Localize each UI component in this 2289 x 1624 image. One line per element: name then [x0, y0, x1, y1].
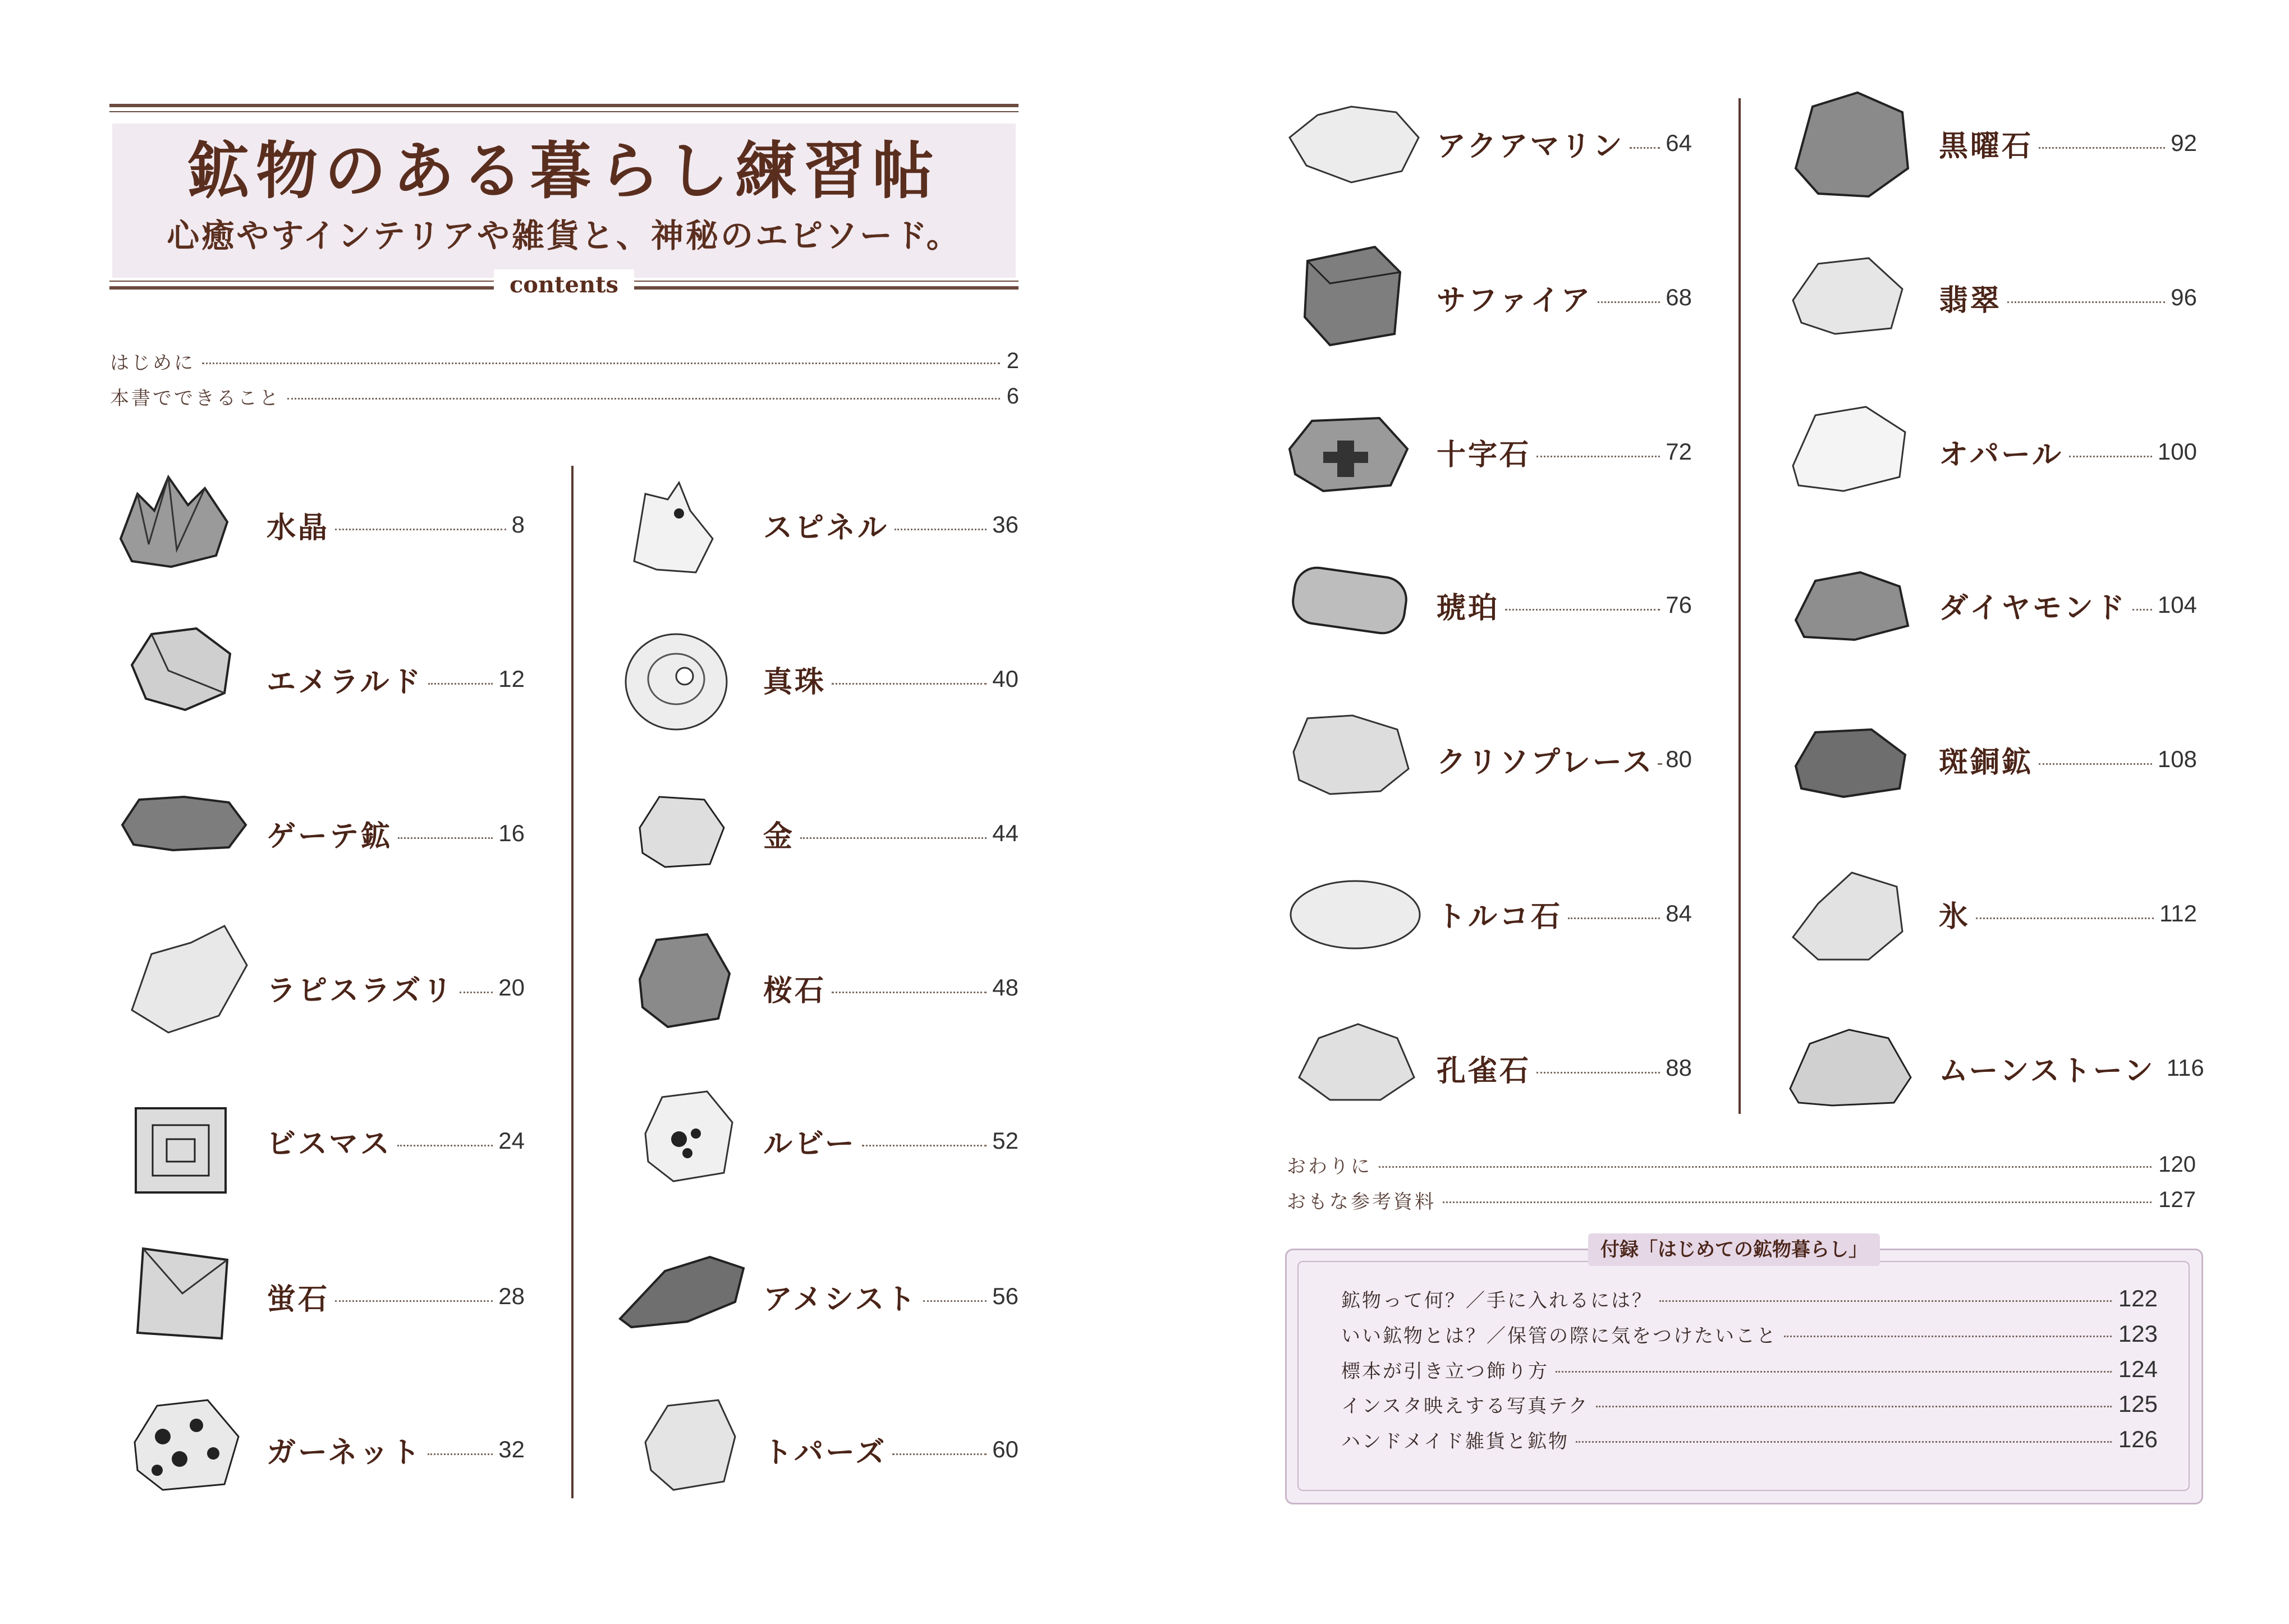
toc-entry-page: 32 [498, 1436, 525, 1462]
mineral-illustration-pearl [617, 623, 735, 741]
toc-entry-page: 8 [511, 511, 525, 538]
mineral-illustration-ruby [634, 1083, 741, 1190]
toc-entry-page: 108 [2157, 746, 2197, 772]
toc-entry-page: 16 [498, 820, 525, 846]
header-rule-top-thin [109, 111, 1019, 112]
mineral-illustration-chrysoprase [1285, 707, 1414, 800]
toc-entry-label: ムーンストーン [1939, 1053, 2155, 1088]
contents-label: contents [494, 269, 634, 301]
toc-entry-page: 44 [992, 820, 1019, 846]
leader-dots [335, 529, 506, 530]
mineral-illustration-ice [1785, 864, 1911, 968]
toc-entry-page: 52 [992, 1127, 1019, 1154]
leader-dots [832, 992, 987, 993]
toc-entry-page: 20 [498, 974, 525, 1001]
toc-entry-turquoise[interactable] [1437, 894, 1692, 933]
toc-entry-page: 112 [2159, 900, 2197, 926]
toc-entry-gold[interactable] [763, 814, 1019, 853]
toc-entry-chrysoprase[interactable] [1437, 740, 1692, 779]
toc-label: いい鉱物とは？／保管の際に気をつけたいこと [1341, 1324, 1777, 1347]
toc-row-front-1[interactable] [110, 347, 1019, 375]
toc-entry-sakuraishi[interactable] [763, 968, 1019, 1007]
header-rule-top [109, 104, 1019, 107]
column-divider-right [1738, 98, 1741, 1114]
toc-entry-bismuth[interactable] [267, 1121, 525, 1160]
leader-dots [1556, 1371, 2112, 1373]
toc-page: 125 [2118, 1391, 2158, 1417]
toc-entry-label: 蛍石 [267, 1282, 330, 1316]
leader-dots [397, 1145, 493, 1146]
toc-page: 127 [2158, 1187, 2196, 1212]
toc-label: 標本が引き立つ飾り方 [1341, 1360, 1549, 1383]
toc-label: おわりに [1287, 1155, 1372, 1178]
leader-dots [800, 837, 987, 839]
toc-entry-page: 92 [2171, 130, 2197, 156]
toc-entry-label: サファイア [1437, 283, 1593, 318]
toc-row-front-2[interactable] [110, 382, 1019, 410]
leader-dots [1659, 763, 1660, 765]
toc-page: 122 [2118, 1285, 2158, 1311]
toc-entry-sapphire[interactable] [1437, 278, 1692, 317]
toc-label: 本書でできること [110, 387, 281, 410]
mineral-illustration-turquoise [1285, 875, 1425, 954]
toc-entry-label: 十字石 [1437, 437, 1531, 472]
book-subtitle: 心癒やすインテリアや雑貨と、神秘のエピソード。 [167, 217, 961, 255]
mineral-illustration-garnet [123, 1392, 247, 1495]
column-divider-left [571, 466, 574, 1498]
leader-dots [1379, 1166, 2152, 1168]
toc-label: おもな参考資料 [1287, 1190, 1436, 1213]
toc-entry-page: 116 [2166, 1054, 2204, 1081]
toc-page: 120 [2158, 1152, 2196, 1177]
toc-entry-page: 48 [992, 974, 1019, 1001]
appendix-row[interactable] [1341, 1389, 2158, 1419]
leader-dots [895, 529, 987, 530]
toc-page: 123 [2118, 1320, 2158, 1347]
leader-dots [335, 1300, 493, 1302]
toc-entry-label: ダイヤモンド [1939, 590, 2127, 625]
toc-entry-page: 24 [498, 1127, 525, 1154]
mineral-illustration-bismuth [125, 1086, 240, 1204]
toc-entry-moonstone[interactable] [1939, 1048, 2204, 1088]
leader-dots [1598, 301, 1660, 303]
toc-page: 126 [2118, 1426, 2158, 1452]
toc-entry-obsidian[interactable] [1939, 123, 2197, 163]
toc-entry-page: 56 [992, 1283, 1019, 1309]
toc-entry-fluorite[interactable] [267, 1277, 525, 1316]
leader-dots [1536, 1072, 1660, 1074]
toc-entry-emerald[interactable] [267, 659, 525, 699]
toc-entry-label: 黒曜石 [1939, 129, 2034, 163]
leader-dots [1976, 917, 2154, 919]
toc-entry-aquamarine[interactable] [1437, 123, 1692, 163]
toc-entry-diamond[interactable] [1939, 585, 2197, 625]
toc-entry-label: ゲーテ鉱 [267, 819, 393, 854]
mineral-illustration-topaz [634, 1392, 744, 1495]
mineral-illustration-lapis [123, 920, 253, 1038]
toc-entry-pearl[interactable] [763, 659, 1019, 699]
leader-dots [1505, 609, 1660, 611]
appendix-tab: 付録「はじめての鉱物暮らし」 [1588, 1233, 1880, 1266]
toc-entry-label: アクアマリン [1437, 129, 1625, 163]
toc-entry-label: オパール [1939, 437, 2063, 472]
mineral-illustration-moonstone [1782, 1021, 1916, 1108]
toc-page: 2 [1006, 348, 1019, 373]
toc-entry-page: 28 [498, 1283, 525, 1309]
leader-dots [2069, 456, 2152, 457]
leader-dots [428, 683, 493, 685]
toc-entry-bornite[interactable] [1939, 740, 2197, 779]
leader-dots [1536, 456, 1660, 457]
toc-entry-page: 40 [992, 666, 1019, 692]
toc-entry-page: 96 [2171, 284, 2197, 310]
toc-entry-page: 68 [1666, 284, 1692, 310]
leader-dots [2132, 609, 2152, 611]
leader-dots [832, 683, 987, 685]
mineral-illustration-emerald [123, 620, 238, 715]
mineral-illustration-gold [631, 788, 732, 873]
mineral-illustration-fluorite [126, 1237, 238, 1347]
toc-entry-ice[interactable] [1939, 894, 2197, 933]
leader-dots [202, 363, 1000, 364]
appendix-row[interactable] [1341, 1425, 2158, 1454]
toc-entry-page: 64 [1666, 130, 1692, 156]
leader-dots [428, 1453, 493, 1455]
toc-entry-label: ラピスラズリ [267, 973, 455, 1008]
toc-entry-label: 琥珀 [1437, 590, 1500, 625]
leader-dots [1443, 1201, 2152, 1203]
mineral-illustration-diamond [1787, 564, 1914, 645]
toc-entry-ruby[interactable] [763, 1121, 1019, 1160]
mineral-illustration-bornite [1787, 721, 1914, 802]
toc-entry-jade[interactable] [1939, 278, 2197, 317]
toc-entry-label: 水晶 [267, 510, 330, 545]
leader-dots [460, 992, 493, 993]
toc-label: はじめに [110, 351, 195, 374]
appendix-row[interactable] [1341, 1319, 2158, 1348]
toc-entry-label: エメラルド [267, 664, 423, 699]
leader-dots [892, 1453, 987, 1455]
toc-entry-page: 12 [498, 666, 525, 692]
toc-entry-label: ビスマス [267, 1126, 392, 1161]
toc-entry-label: 孔雀石 [1437, 1053, 1531, 1088]
toc-entry-label: ガーネット [267, 1435, 423, 1470]
mineral-illustration-goethite [117, 791, 251, 856]
mineral-illustration-sapphire [1296, 238, 1409, 351]
toc-entry-page: 76 [1666, 591, 1692, 618]
toc-entry-label: クリソプレース [1437, 745, 1654, 779]
toc-entry-suisho[interactable] [267, 505, 525, 544]
toc-entry-label: 氷 [1939, 899, 1971, 934]
mineral-illustration-spinel [623, 477, 724, 578]
appendix-row[interactable] [1341, 1355, 2158, 1384]
toc-entry-topaz[interactable] [763, 1430, 1019, 1469]
mineral-illustration-jade [1785, 250, 1911, 340]
toc-entry-amber[interactable] [1437, 585, 1692, 625]
leader-dots [287, 398, 1000, 400]
toc-label: ハンドメイド雑貨と鉱物 [1341, 1430, 1569, 1453]
leader-dots [1630, 147, 1660, 149]
toc-entry-page: 60 [992, 1436, 1019, 1462]
toc-entry-amethyst[interactable] [763, 1277, 1019, 1316]
toc-label: インスタ映えする写真テク [1341, 1394, 1589, 1417]
toc-entry-page: 100 [2157, 438, 2197, 465]
toc-entry-opal[interactable] [1939, 432, 2197, 471]
leader-dots [862, 1145, 987, 1146]
mineral-illustration-sakuraishi [629, 929, 735, 1033]
toc-entry-page: 36 [992, 511, 1019, 538]
mineral-illustration-amethyst [614, 1249, 749, 1330]
toc-entry-label: 翡翠 [1939, 283, 2002, 318]
leader-dots [1576, 1441, 2112, 1443]
toc-page: 124 [2118, 1356, 2158, 1382]
toc-entry-label: ルビー [763, 1126, 856, 1161]
toc-entry-staurolite[interactable] [1437, 432, 1692, 471]
toc-entry-page: 72 [1666, 438, 1692, 465]
leader-dots [1659, 1300, 2112, 1302]
leader-dots [1596, 1406, 2112, 1407]
book-title: 鉱物のある暮らし練習帖 [187, 135, 941, 207]
toc-entry-page: 80 [1666, 746, 1692, 772]
mineral-illustration-aquamarine [1284, 98, 1424, 188]
leader-dots [2039, 763, 2152, 765]
toc-entry-garnet[interactable] [267, 1430, 525, 1469]
toc-entry-label: 斑銅鉱 [1939, 745, 2034, 779]
toc-entry-label: 金 [763, 819, 795, 854]
toc-entry-spinel[interactable] [763, 505, 1019, 544]
leader-dots [1784, 1336, 2112, 1337]
leader-dots [923, 1300, 987, 1302]
toc-entry-label: トパーズ [763, 1435, 887, 1470]
toc-page: 6 [1006, 383, 1019, 409]
appendix-row[interactable] [1341, 1284, 2158, 1313]
leader-dots [2039, 147, 2165, 149]
toc-entry-label: 真珠 [763, 664, 827, 699]
toc-entry-malachite[interactable] [1437, 1048, 1692, 1088]
toc-entry-goethite[interactable] [267, 814, 525, 853]
toc-row-back-1[interactable] [1287, 1150, 2196, 1178]
toc-entry-label: 桜石 [763, 973, 827, 1008]
leader-dots [2007, 301, 2165, 303]
toc-entry-label: スピネル [763, 510, 889, 545]
leader-dots [398, 837, 493, 839]
mineral-illustration-malachite [1291, 1016, 1420, 1105]
toc-entry-page: 88 [1666, 1054, 1692, 1081]
toc-entry-lapis[interactable] [267, 968, 525, 1007]
leader-dots [1568, 917, 1660, 919]
toc-label: 鉱物って何？／手に入れるには？ [1341, 1289, 1653, 1312]
mineral-illustration-suisho [115, 471, 236, 572]
mineral-illustration-staurolite [1284, 410, 1413, 497]
toc-row-back-2[interactable] [1287, 1186, 2196, 1214]
mineral-illustration-opal [1782, 398, 1914, 497]
toc-entry-page: 104 [2157, 591, 2197, 618]
toc-entry-label: トルコ石 [1437, 899, 1563, 934]
toc-entry-label: アメシスト [763, 1282, 918, 1316]
mineral-illustration-obsidian [1785, 84, 1916, 202]
mineral-illustration-amber [1285, 556, 1414, 648]
toc-entry-page: 84 [1666, 900, 1692, 926]
